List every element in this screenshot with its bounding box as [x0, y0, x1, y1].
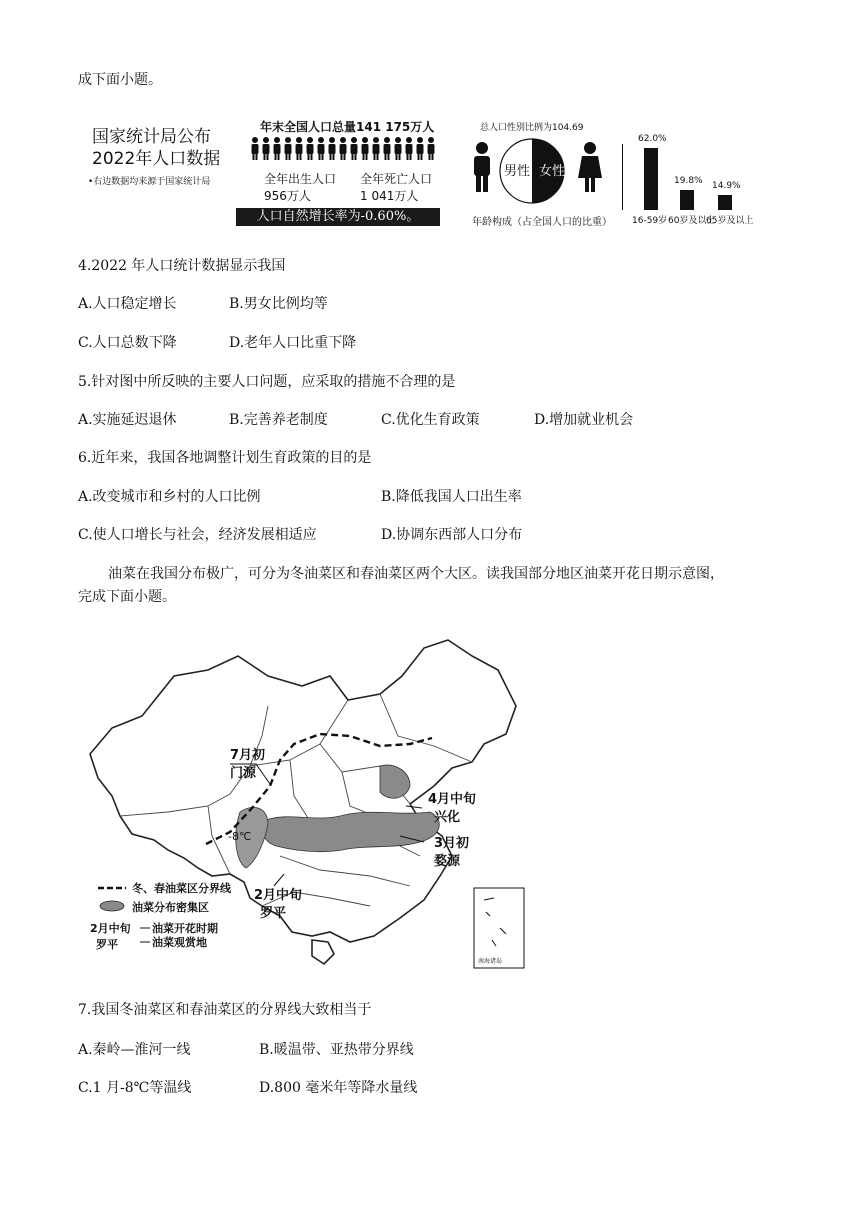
- info-title-line2: 2022年人口数据: [92, 149, 221, 169]
- q7-option-d: D.800 毫米年等降水量线: [259, 1080, 418, 1096]
- legend-sample-place: 罗平: [96, 938, 118, 951]
- q7-option-a: A.秦岭—淮河一线: [78, 1042, 191, 1058]
- age-bar-label-1: 62.0%: [638, 134, 667, 144]
- info-source-note: •右边数据均来源于国家统计局: [88, 177, 211, 187]
- sex-ratio-graphic: [468, 136, 608, 204]
- age-bar-3: [718, 195, 732, 210]
- population-infographic: [78, 112, 768, 236]
- age-category-1: 16-59岁: [632, 216, 668, 226]
- rapeseed-dense-area: [262, 812, 439, 852]
- legend-boundary: 冬、春油菜区分界线: [132, 882, 231, 895]
- legend-bloom-period: 油菜开花时期: [152, 922, 218, 935]
- rapeseed-dense-area-north: [380, 765, 410, 798]
- info-title-line1: 国家统计局公布: [92, 127, 211, 147]
- legend-viewing-site: 油菜观赏地: [152, 936, 207, 949]
- q4-option-d: D.老年人口比重下降: [229, 335, 357, 351]
- legend-dense-area: 油菜分布密集区: [132, 901, 209, 914]
- q4-option-a: A.人口稳定增长: [78, 296, 177, 312]
- xinghua-date: 4月中旬: [428, 792, 477, 807]
- q6-option-c: C.使人口增长与社会，经济发展相适应: [78, 527, 317, 543]
- wuyuan-date: 3月初: [434, 836, 470, 851]
- age-bar-label-2: 19.8%: [674, 176, 703, 187]
- passage-line1: 油菜在我国分布极广，可分为冬油菜区和春油菜区两个大区。读我国部分地区油菜开花日期示意图，: [108, 566, 724, 582]
- q7-option-c: C.1 月-8℃等温线: [78, 1080, 192, 1096]
- rapeseed-bloom-map: [80, 636, 535, 974]
- age-category-3: 65岁及以上: [706, 216, 754, 226]
- female-label: 女性: [539, 164, 566, 179]
- q6-option-d: D.协调东西部人口分布: [381, 527, 523, 543]
- q5-option-a: A.实施延迟退休: [78, 412, 177, 428]
- menyuan-date: 7月初: [230, 748, 266, 763]
- intro-tail: 成下面小题。: [78, 72, 162, 88]
- age-caption: 年龄构成（占全国人口的比重）: [472, 217, 612, 228]
- q5-option-c: C.优化生育政策: [381, 412, 480, 428]
- age-chart-axis: [622, 144, 623, 210]
- q4-stem: 4.2022 年人口统计数据显示我国: [78, 258, 286, 274]
- luoping-place: 罗平: [260, 906, 287, 921]
- sex-ratio-label: 总人口性别比例为104.69: [480, 123, 584, 133]
- province-borders: [120, 694, 472, 906]
- q6-stem: 6.近年来，我国各地调整计划生育政策的目的是: [78, 450, 372, 466]
- age-category-2: 60岁及以上: [668, 216, 716, 226]
- total-population-label: 年末全国人口总量141 175万人: [260, 120, 435, 134]
- wuyuan-place: 婺源: [434, 854, 461, 869]
- q7-option-b: B.暖温带、亚热带分界线: [259, 1042, 414, 1058]
- age-bar-2: [680, 190, 694, 210]
- female-figure-icon: [578, 142, 602, 192]
- q6-option-b: B.降低我国人口出生率: [381, 489, 522, 505]
- q4-option-b: B.男女比例均等: [229, 296, 328, 312]
- q5-stem: 5.针对图中所反映的主要人口问题，应采取的措施不合理的是: [78, 374, 456, 390]
- age-bar-label-3: 14.9%: [712, 181, 741, 192]
- population-people-icons: [250, 136, 440, 162]
- q6-option-a: A.改变城市和乡村的人口比例: [78, 489, 261, 505]
- deaths-label: 全年死亡人口: [360, 172, 433, 186]
- q5-option-d: D.增加就业机会: [534, 412, 634, 428]
- q7-stem: 7.我国冬油菜区和春油菜区的分界线大致相当于: [78, 1002, 372, 1018]
- male-figure-icon: [474, 142, 490, 192]
- natural-growth-rate: 人口自然增长率为-0.60%。: [236, 208, 440, 226]
- q5-option-b: B.完善养老制度: [229, 412, 328, 428]
- luoping-date: 2月中旬: [254, 888, 303, 903]
- legend-sample-date: 2月中旬: [90, 922, 131, 935]
- menyuan-place: 门源: [230, 766, 257, 781]
- births-value: 956万人: [264, 189, 311, 203]
- isotherm-value: -8℃: [228, 830, 252, 843]
- xinghua-place: 兴化: [434, 810, 461, 825]
- births-label: 全年出生人口: [264, 172, 337, 186]
- deaths-value: 1 041万人: [360, 189, 419, 203]
- male-label: 男性: [504, 164, 531, 179]
- age-bar-1: [644, 148, 658, 210]
- south-sea-inset-label: 南海诸岛: [478, 958, 503, 965]
- passage-line2: 完成下面小题。: [78, 589, 176, 605]
- q4-option-c: C.人口总数下降: [78, 335, 177, 351]
